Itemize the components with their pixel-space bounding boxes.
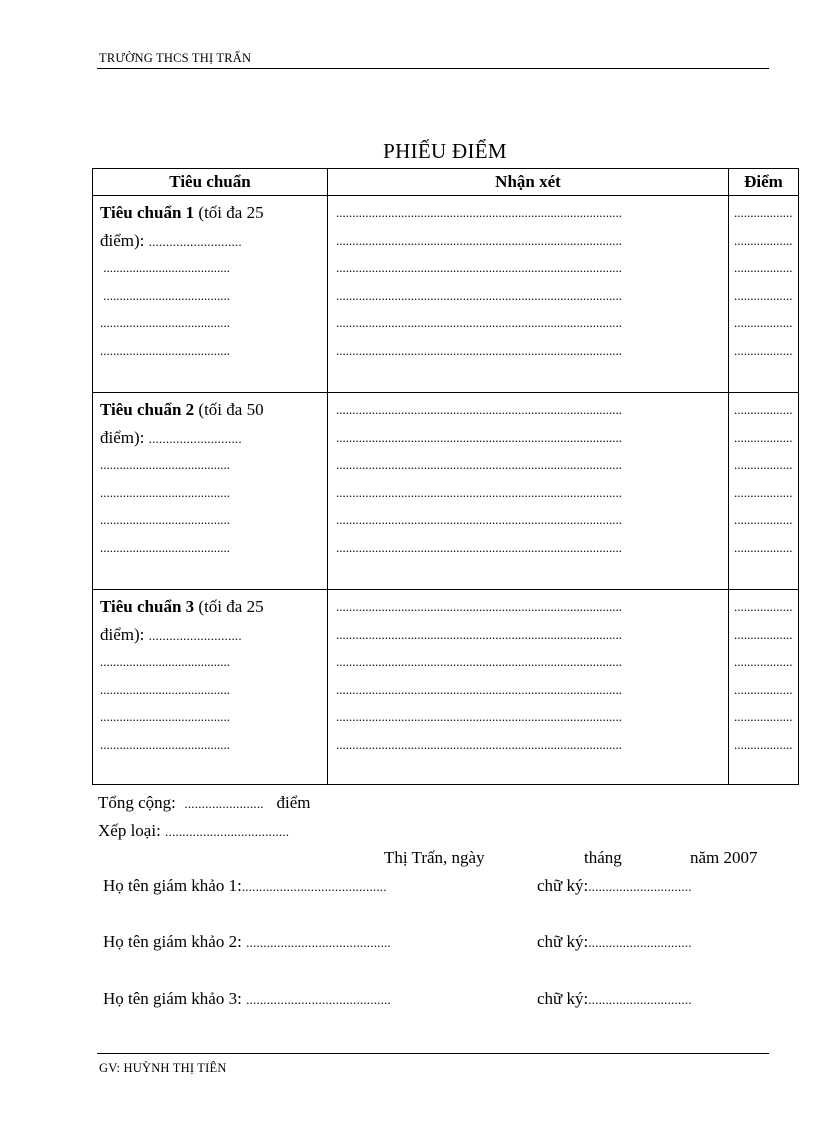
rank-label: Xếp loại: bbox=[98, 821, 161, 840]
sign-label: chữ ký: bbox=[537, 989, 589, 1008]
fill-line: ........................................................................................ bbox=[336, 232, 622, 248]
fill-line: .................. bbox=[734, 457, 793, 472]
judge-label: Họ tên giám khảo 3: bbox=[103, 989, 242, 1008]
fill-line: ........................................ bbox=[100, 315, 230, 330]
header-rule bbox=[97, 68, 769, 69]
total-line bbox=[98, 793, 311, 813]
sign-fill: .............................. bbox=[588, 935, 692, 950]
criterion-max: (tối đa 25 bbox=[194, 597, 264, 616]
sign-label: chữ ký: bbox=[537, 876, 589, 895]
judge-2-line bbox=[103, 932, 391, 952]
fill-line: .................. bbox=[734, 402, 793, 417]
fill-line: ........................... bbox=[148, 233, 242, 249]
criterion-cell bbox=[93, 196, 328, 393]
criterion-unit: điểm): bbox=[100, 624, 145, 644]
fill-line: ........................................................................................ bbox=[336, 315, 622, 330]
judge-1-sign bbox=[537, 876, 692, 896]
fill-line: ........................................................................................ bbox=[336, 599, 622, 614]
fill-line: .................. bbox=[734, 287, 793, 303]
fill-line: ........................................................................................ bbox=[336, 402, 622, 417]
score-cell bbox=[729, 196, 799, 393]
fill-line: ........................................ bbox=[100, 342, 230, 358]
header-criterion: Tiêu chuẩn bbox=[93, 169, 328, 196]
total-fill: ....................... bbox=[184, 796, 264, 811]
fill-line: .................. bbox=[734, 512, 793, 527]
date-month: tháng bbox=[584, 848, 622, 867]
fill-line: ........................................................................................ bbox=[336, 539, 622, 555]
rank-line bbox=[98, 821, 289, 841]
comment-cell bbox=[328, 590, 729, 785]
fill-line: .................. bbox=[734, 260, 793, 275]
criterion-unit: điểm): bbox=[100, 427, 145, 447]
criterion-unit: điểm): bbox=[100, 230, 145, 250]
criterion-cell bbox=[93, 393, 328, 590]
fill-line: .................. bbox=[734, 626, 793, 642]
fill-line: .................. bbox=[734, 315, 793, 330]
rank-fill: .................................... bbox=[165, 824, 290, 839]
criterion-cell bbox=[93, 590, 328, 785]
fill-line: ........................................ bbox=[100, 539, 230, 555]
fill-line: ........................................................................................ bbox=[336, 681, 622, 697]
date-place: Thị Trấn, ngày bbox=[384, 848, 485, 867]
fill-line: ........................................ bbox=[100, 736, 230, 752]
fill-line: .................. bbox=[734, 429, 793, 445]
score-cell bbox=[729, 590, 799, 785]
date-year: năm 2007 bbox=[690, 848, 758, 867]
fill-line: ....................................... bbox=[100, 287, 230, 303]
fill-line: ........................................................................................ bbox=[336, 654, 622, 669]
judge-2-sign bbox=[537, 932, 692, 952]
page-title: PHIẾU ĐIỂM bbox=[383, 139, 507, 163]
criterion-label: Tiêu chuẩn 2 bbox=[100, 400, 195, 419]
criterion-row-3 bbox=[93, 590, 799, 785]
judge-3-sign bbox=[537, 989, 692, 1009]
footer-rule bbox=[97, 1053, 769, 1054]
sign-label: chữ ký: bbox=[537, 932, 589, 951]
fill-line: ........................................................................................ bbox=[336, 260, 622, 275]
fill-line: ....................................... bbox=[100, 260, 230, 275]
header-comment: Nhận xét bbox=[328, 169, 729, 196]
fill-line: ........................................................................................ bbox=[336, 736, 622, 752]
total-label: Tổng cộng: bbox=[98, 793, 176, 812]
judge-label: Họ tên giám khảo 1: bbox=[103, 876, 242, 895]
fill-line: ........................................................................................ bbox=[336, 512, 622, 527]
criterion-row-1 bbox=[93, 196, 799, 393]
fill-line: ........................................ bbox=[100, 654, 230, 669]
fill-line: ........................................ bbox=[100, 512, 230, 527]
fill-line: .................. bbox=[734, 232, 793, 248]
footer-teacher: GV: HUỲNH THỊ TIÊN bbox=[99, 1061, 227, 1075]
judge-fill: .......................................... bbox=[246, 935, 391, 950]
fill-line: .................. bbox=[734, 736, 793, 752]
score-cell bbox=[729, 393, 799, 590]
fill-line: ........................................................................................ bbox=[336, 429, 622, 445]
fill-line: ........................................................................................ bbox=[336, 287, 622, 303]
criterion-label: Tiêu chuẩn 3 bbox=[100, 597, 195, 616]
fill-line: ........................................................................................ bbox=[336, 484, 622, 500]
fill-line: .................. bbox=[734, 205, 793, 220]
fill-line: ........................................ bbox=[100, 457, 230, 472]
sign-fill: .............................. bbox=[588, 879, 692, 894]
fill-line: .................. bbox=[734, 599, 793, 614]
criterion-label: Tiêu chuẩn 1 bbox=[100, 203, 195, 222]
criterion-max: (tối đa 25 bbox=[194, 203, 264, 222]
judge-3-line bbox=[103, 989, 391, 1009]
fill-line: .................. bbox=[734, 342, 793, 358]
fill-line: ........................................ bbox=[100, 709, 230, 724]
header-school: TRƯỜNG THCS THỊ TRẤN bbox=[99, 51, 252, 65]
fill-line: ........................... bbox=[148, 627, 242, 643]
judge-label: Họ tên giám khảo 2: bbox=[103, 932, 242, 951]
criterion-max: (tối đa 50 bbox=[194, 400, 264, 419]
fill-line: .................. bbox=[734, 681, 793, 697]
fill-line: .................. bbox=[734, 654, 793, 669]
comment-cell bbox=[328, 393, 729, 590]
judge-fill: .......................................... bbox=[246, 992, 391, 1007]
fill-line: ........................................ bbox=[100, 484, 230, 500]
fill-line: ........................... bbox=[148, 430, 242, 446]
comment-cell bbox=[328, 196, 729, 393]
fill-line: ........................................................................................ bbox=[336, 457, 622, 472]
fill-line: ........................................................................................ bbox=[336, 626, 622, 642]
fill-line: ........................................................................................ bbox=[336, 709, 622, 724]
score-table bbox=[92, 168, 799, 785]
fill-line: .................. bbox=[734, 709, 793, 724]
fill-line: ........................................ bbox=[100, 681, 230, 697]
total-unit: điểm bbox=[276, 793, 311, 812]
criterion-row-2 bbox=[93, 393, 799, 590]
fill-line: .................. bbox=[734, 484, 793, 500]
sign-fill: .............................. bbox=[588, 992, 692, 1007]
fill-line: ........................................................................................ bbox=[336, 205, 622, 220]
judge-1-line bbox=[103, 876, 387, 896]
judge-fill: .......................................... bbox=[241, 879, 387, 894]
fill-line: ........................................................................................ bbox=[336, 342, 622, 358]
header-score: Điểm bbox=[729, 169, 799, 196]
table-header-row bbox=[93, 169, 799, 196]
fill-line: .................. bbox=[734, 539, 793, 555]
